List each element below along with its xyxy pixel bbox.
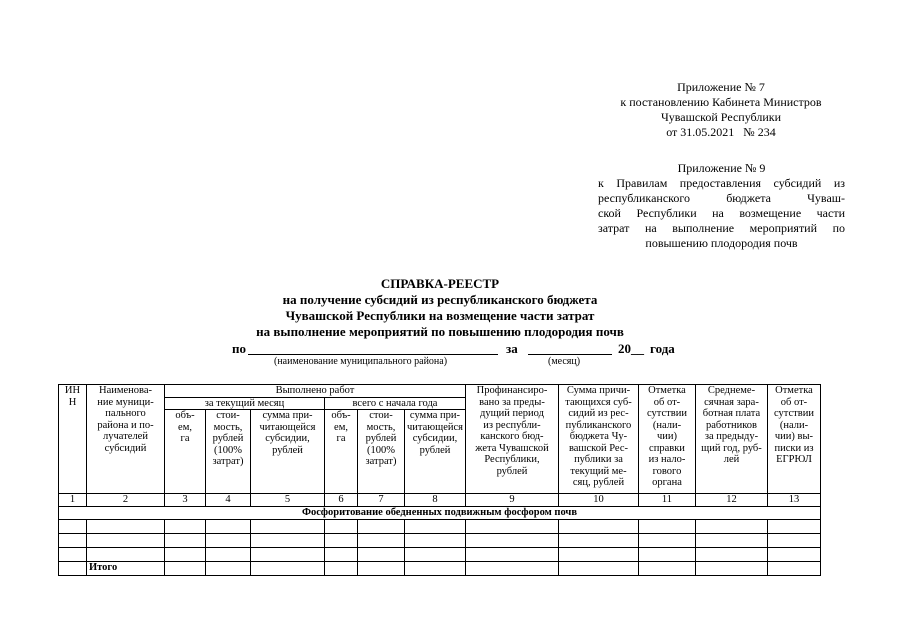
table-cell[interactable] — [87, 519, 165, 533]
sub-subsidy-header: сумма при- читающейся субсидии, рублей — [405, 410, 466, 494]
table-cell[interactable] — [325, 547, 358, 561]
table-cell[interactable] — [695, 533, 767, 547]
table-cell[interactable] — [165, 519, 206, 533]
appendix-9-block — [598, 161, 845, 251]
appendix-9-line: к Правилам предоставления субсидий из — [598, 176, 845, 190]
table-cell[interactable] — [767, 547, 820, 561]
document-title-block — [200, 276, 680, 340]
table-cell[interactable] — [638, 561, 695, 575]
table-cell[interactable] — [405, 561, 466, 575]
table-cell[interactable] — [465, 547, 558, 561]
table-cell[interactable] — [695, 519, 767, 533]
table-cell[interactable] — [358, 561, 405, 575]
sub-cost-header: стои- мость, рублей (100% затрат) — [206, 410, 251, 494]
month-note: (месяц) — [548, 356, 581, 367]
appendix-9-line: затрат на выполнение мероприятий по — [598, 221, 845, 235]
table-cell[interactable] — [638, 519, 695, 533]
column-number: 12 — [695, 494, 767, 507]
table-cell[interactable] — [405, 533, 466, 547]
col-salary-header: Среднеме- сячная зара- ботная плата работников за предыду- щий год, руб- лей — [695, 385, 767, 494]
table-cell[interactable] — [206, 561, 251, 575]
document-heading: СПРАВКА-РЕЕСТР — [380, 276, 500, 291]
district-blank-line[interactable] — [248, 341, 498, 355]
col-tax-header: Отметка об от- сутствии (нали- чии) справки из нало- гового органа — [638, 385, 695, 494]
document-subtitle: на получение субсидий из республиканского бюджета — [282, 292, 598, 307]
table-cell[interactable] — [558, 561, 638, 575]
table-cell[interactable] — [465, 533, 558, 547]
appendix-7-date: от 31.05.2021 № 234 — [666, 125, 776, 139]
document-subtitle: на выполнение мероприятий по повышению плодородия почв — [256, 324, 624, 339]
appendix-7-line: к постановлению Кабинета Министров — [620, 95, 822, 109]
column-number: 1 — [59, 494, 87, 507]
column-number: 13 — [767, 494, 820, 507]
table-cell[interactable] — [165, 533, 206, 547]
table-cell[interactable] — [325, 533, 358, 547]
period-po-label: по — [232, 341, 246, 356]
table-cell[interactable] — [638, 533, 695, 547]
column-number: 6 — [325, 494, 358, 507]
column-number: 2 — [87, 494, 165, 507]
table-cell[interactable] — [87, 547, 165, 561]
table-cell[interactable] — [638, 547, 695, 561]
appendix-9-line: повышению плодородия почв — [645, 236, 798, 250]
table-cell[interactable] — [59, 533, 87, 547]
table-cell[interactable] — [165, 547, 206, 561]
table-cell[interactable] — [405, 519, 466, 533]
column-number: 8 — [405, 494, 466, 507]
sub-cost-header: стои- мость, рублей (100% затрат) — [358, 410, 405, 494]
table-cell[interactable] — [358, 547, 405, 561]
table-cell[interactable] — [59, 519, 87, 533]
table-cell[interactable] — [358, 519, 405, 533]
col-current-month-header: за текущий месяц — [165, 397, 325, 410]
table-cell[interactable] — [59, 561, 87, 575]
table-cell[interactable] — [405, 547, 466, 561]
sub-subsidy-header: сумма при- читающейся субсидии, рублей — [251, 410, 325, 494]
registry-table — [58, 384, 821, 576]
year-suffix-label: года — [650, 341, 675, 356]
table-cell[interactable] — [87, 533, 165, 547]
table-row — [59, 519, 821, 533]
sub-volume-header: объ- ем, га — [325, 410, 358, 494]
header-row-1 — [59, 385, 821, 398]
total-label: Итого — [87, 561, 165, 575]
column-number: 10 — [558, 494, 638, 507]
table-cell[interactable] — [206, 533, 251, 547]
table-cell[interactable] — [251, 561, 325, 575]
col-inn-header: ИН Н — [59, 385, 87, 494]
col-name-header: Наименова- ние муници- пального района и по- лучателей субсидий — [87, 385, 165, 494]
table-cell[interactable] — [767, 519, 820, 533]
table-cell[interactable] — [465, 519, 558, 533]
table-cell[interactable] — [165, 561, 206, 575]
total-row — [59, 561, 821, 575]
year-label: 20__ — [618, 341, 644, 356]
table-cell[interactable] — [558, 547, 638, 561]
col-egrul-header: Отметка об от- сутствии (нали- чии) вы- писки из ЕГРЮЛ — [767, 385, 820, 494]
document-subtitle: Чувашской Республики на возмещение части затрат — [285, 308, 595, 323]
table-cell[interactable] — [251, 547, 325, 561]
table-row — [59, 547, 821, 561]
sub-volume-header: объ- ем, га — [165, 410, 206, 494]
column-numbers-row — [59, 494, 821, 507]
appendix-9-line: республиканского бюджета Чуваш- — [598, 191, 845, 205]
month-blank-line[interactable] — [528, 341, 612, 355]
table-row — [59, 533, 821, 547]
appendix-7-block — [586, 80, 856, 140]
column-number: 3 — [165, 494, 206, 507]
col-total-since-header: всего с начала года — [325, 397, 466, 410]
col-done-header: Выполнено работ — [165, 385, 466, 398]
col-due-header: Сумма причи- тающихся суб- сидий из рес- публиканского бюджета Чу- вашской Рес- публики за текущий ме- сяц, рублей — [558, 385, 638, 494]
table-cell[interactable] — [558, 519, 638, 533]
period-za-label: за — [506, 341, 518, 356]
table-cell[interactable] — [695, 561, 767, 575]
column-number: 7 — [358, 494, 405, 507]
appendix-9-line: ской Республики на возмещение части — [598, 206, 845, 220]
table-cell[interactable] — [206, 519, 251, 533]
appendix-7-line: Чувашской Республики — [660, 110, 782, 124]
section-row — [59, 506, 821, 519]
period-row — [232, 341, 692, 357]
table-cell[interactable] — [251, 533, 325, 547]
table-cell[interactable] — [465, 561, 558, 575]
table-cell[interactable] — [59, 547, 87, 561]
table-cell[interactable] — [767, 533, 820, 547]
column-number: 9 — [465, 494, 558, 507]
district-note: (наименование муниципального района) — [274, 356, 448, 367]
table-cell[interactable] — [558, 533, 638, 547]
table-cell[interactable] — [767, 561, 820, 575]
column-number: 5 — [251, 494, 325, 507]
appendix-7-title: Приложение № 7 — [677, 80, 765, 94]
section-title: Фосфоритование обедненных подвижным фосфором почв — [59, 506, 821, 519]
table-cell[interactable] — [251, 519, 325, 533]
column-number: 11 — [638, 494, 695, 507]
table-cell[interactable] — [358, 533, 405, 547]
col-financed-header: Профинансиро- вано за преды- дущий период из республи- канского бюд- жета Чувашской Республики, рублей — [465, 385, 558, 494]
table-cell[interactable] — [206, 547, 251, 561]
column-number: 4 — [206, 494, 251, 507]
table-cell[interactable] — [325, 519, 358, 533]
table-cell[interactable] — [695, 547, 767, 561]
table-cell[interactable] — [325, 561, 358, 575]
appendix-9-title: Приложение № 9 — [677, 161, 766, 175]
